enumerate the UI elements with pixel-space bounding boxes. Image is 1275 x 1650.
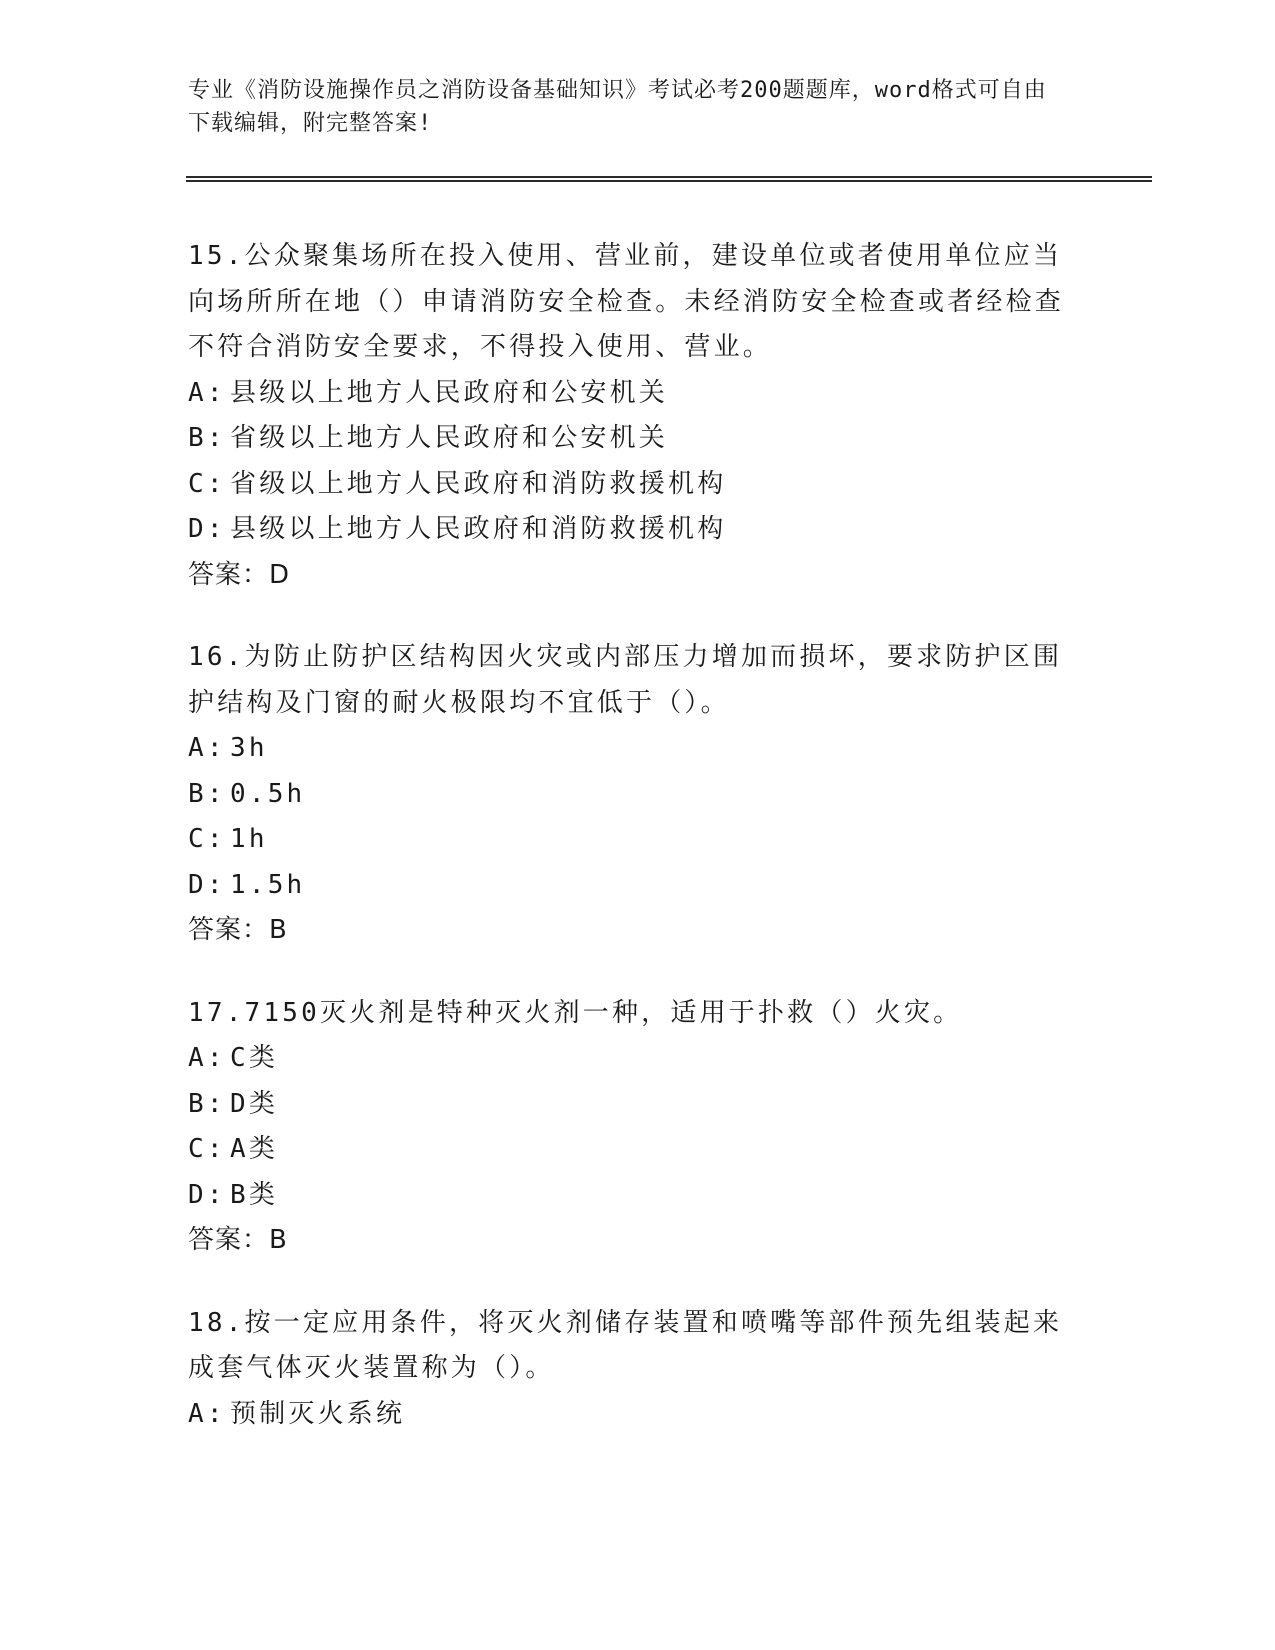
question-option [188,371,1088,417]
option-letter: A: [188,377,226,408]
header-double-rule [186,176,1152,182]
page-header: 专业《消防设施操作员之消防设备基础知识》考试必考200题题库，word格式可自由下载编辑，附完整答案! [188,78,1047,136]
question-stem: 17.7150灭火剂是特种灭火剂一种，适用于扑救（）火灾。 [188,997,963,1028]
question-item [188,1301,1088,1438]
option-text: D类 [230,1088,279,1119]
option-text: 县级以上地方人民政府和公安机关 [230,377,669,408]
option-text: 预制灭火系统 [230,1398,406,1429]
option-text: 3h [230,733,268,763]
question-item [188,234,1088,598]
question-answer: 答案：B [188,915,288,945]
question-item [188,991,1088,1264]
question-stem: 18.按一定应用条件，将灭火剂储存装置和喷嘴等部件预先组装起来成套气体灭火装置称为（）。 [188,1307,1063,1383]
option-letter: D: [188,1179,226,1210]
question-stem: 15.公众聚集场所在投入使用、营业前，建设单位或者使用单位应当向场所所在地（）申请消防安全检查。未经消防安全检查或者经检查不符合消防安全要求，不得投入使用、营业。 [188,241,1065,362]
question-list [188,234,1088,1474]
option-text: 1h [230,824,268,854]
question-option [188,726,1088,772]
option-letter: B: [188,423,226,453]
question-option [188,817,1088,863]
option-text: 县级以上地方人民政府和消防救援机构 [230,514,727,544]
question-option [188,1392,1088,1438]
question-answer: 答案：B [188,1225,288,1255]
option-text: 0.5h [230,778,306,809]
option-letter: C: [188,468,226,499]
question-option [188,1082,1088,1128]
option-letter: D: [188,869,226,900]
question-option [188,863,1088,909]
question-option [188,1036,1088,1082]
option-letter: A: [188,1398,226,1429]
option-letter: C: [188,1134,226,1164]
question-option [188,1127,1088,1173]
question-answer: 答案：D [188,559,291,590]
option-letter: B: [188,778,226,809]
option-text: C类 [230,1043,279,1073]
question-option [188,462,1088,508]
option-letter: C: [188,824,226,854]
option-letter: B: [188,1088,226,1119]
option-text: 省级以上地方人民政府和公安机关 [230,423,669,453]
option-letter: D: [188,514,226,544]
option-text: A类 [230,1134,279,1164]
question-option [188,1173,1088,1219]
option-text: B类 [230,1179,279,1210]
option-text: 省级以上地方人民政府和消防救援机构 [230,468,727,499]
option-text: 1.5h [230,869,306,900]
question-option [188,416,1088,462]
question-item [188,635,1088,954]
question-option [188,772,1088,818]
question-stem: 16.为防止防护区结构因火灾或内部压力增加而损坏，要求防护区围护结构及门窗的耐火极限均不宜低于（）。 [188,642,1063,718]
option-letter: A: [188,733,226,763]
question-option [188,507,1088,553]
option-letter: A: [188,1043,226,1073]
